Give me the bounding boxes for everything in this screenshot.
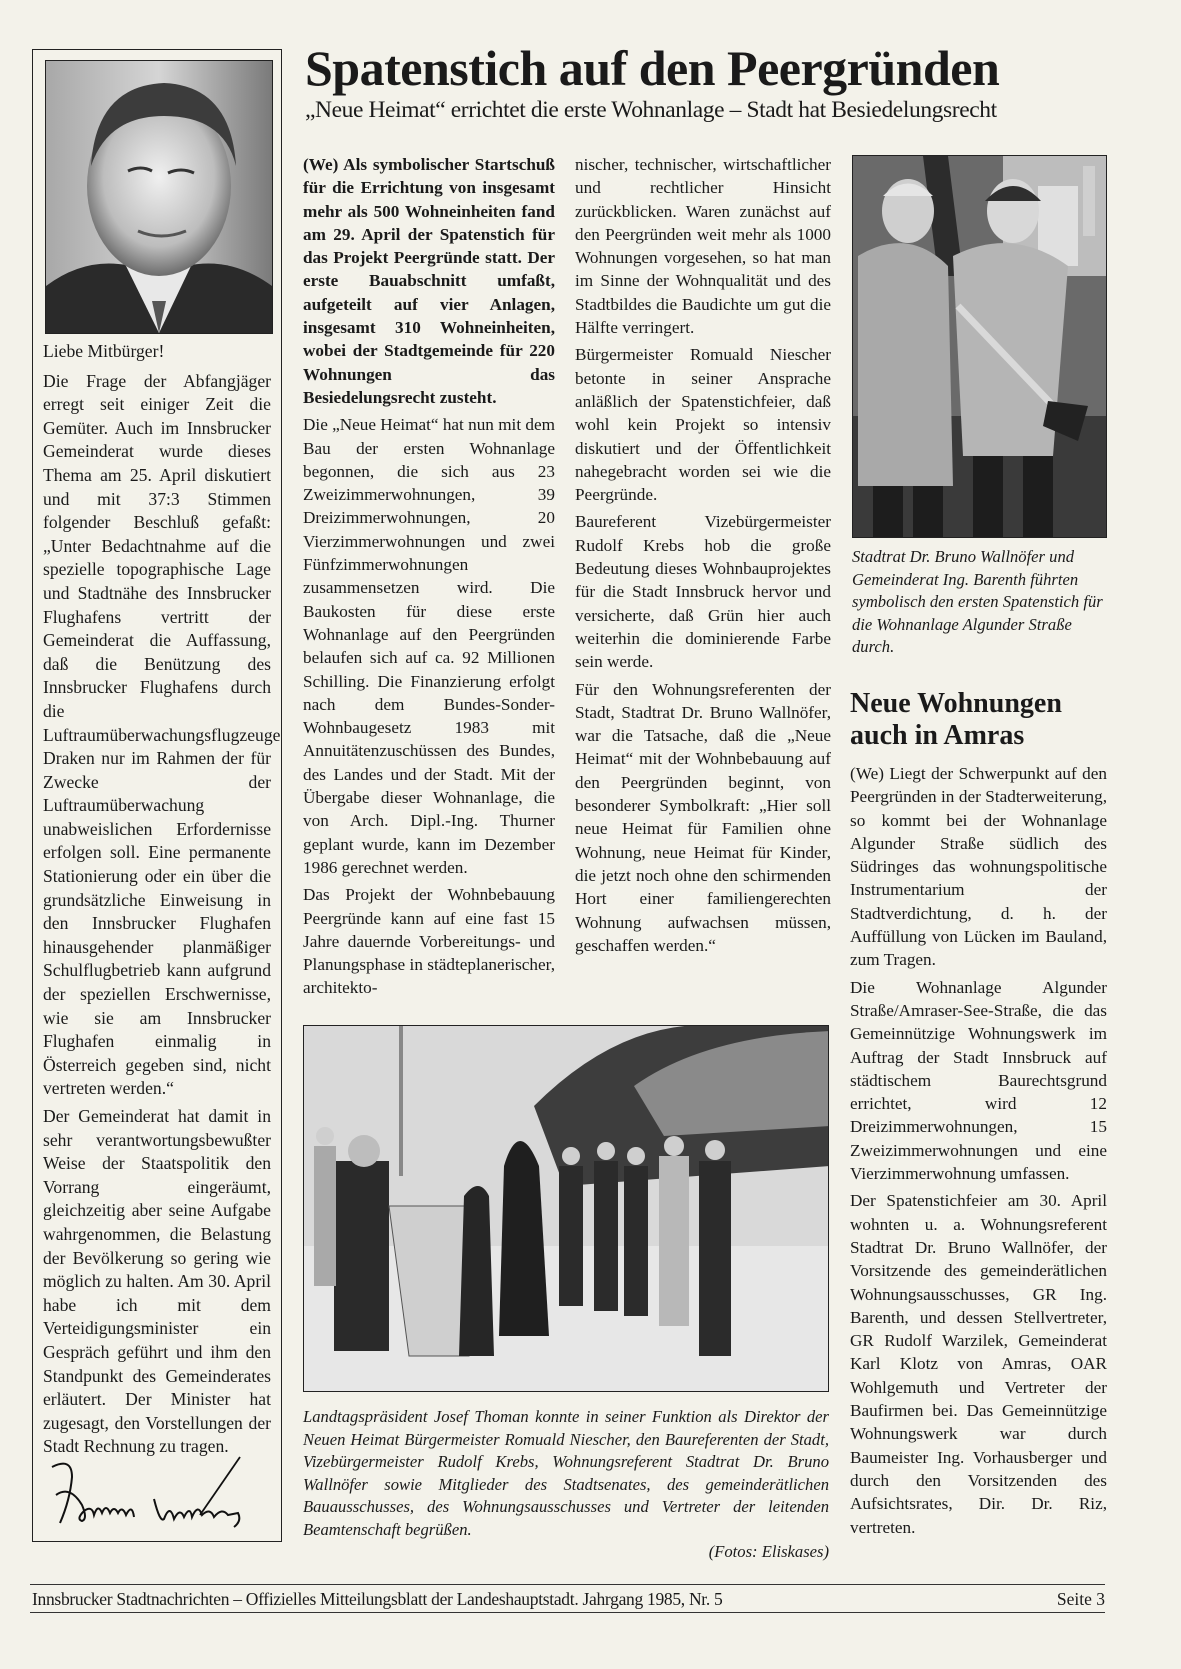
footer-rule-bottom: [30, 1612, 1105, 1613]
article-headline: Spatenstich auf den Peergründen: [305, 40, 1000, 96]
mayor-letter: [43, 340, 281, 1459]
article-paragraph: Das Projekt der Wohnbebauung Peergründe kann auf eine fast 15 Jahre dauernde Vorbereitungs- und Planungsphase in städteplanerischer, architekto-: [303, 885, 555, 998]
sidebar-paragraph: (We) Liegt der Schwerpunkt auf den Peergründen in der Stadterweiterung, so kommt bei der Wohnanlage Algunder Straße südlich des Südringes das wohnungspolitische Instrumentarium der Stadtverdichtung, d. h. der Auffüllung von Lücken im Bauland, zum Tragen.: [850, 764, 1107, 970]
article-lead: (We) Als symbolischer Startschuß für die Errichtung von insgesamt mehr als 500 Wohneinheiten fand am 29. April der Spatenstich für das Projekt Peergründe statt. Der erste Bauabschnitt umfaßt, aufgeteilt auf vier Anlagen, insgesamt 310 Wohneinheiten, wobei der Stadtgemeinde für 220 Wohnungen das Besiedelungsrecht zusteht.: [303, 155, 555, 407]
group-photo-caption: [303, 1406, 829, 1564]
article-column-1: [303, 153, 555, 1000]
page-number: Seite 3: [1056, 1589, 1105, 1609]
sidebar-headline-line2: auch in Amras: [850, 720, 1025, 751]
sidebar-article-body: [850, 762, 1107, 1539]
footer-rule-top: [30, 1584, 1105, 1585]
sidebar-paragraph: Der Spatenstichfeier am 30. April wohnten u. a. Wohnungsreferent Stadtrat Dr. Bruno Wallnöfer, der Vorsitzende des gemeinderätlichen Wohnungsausschusses, GR Ing. Barenth, und dessen Stellvertreter, GR Rudolf Warzilek, Gemeinderat Karl Klotz von Amras, OAR Wohlgemuth und Vertreter der Baufirmen bei. Das Gemeinnützige Wohnungswerk war durch Baumeister Ing. Vorhausberger und durch den Vorsitzenden des Aufsichtsrates, Dir. Dr. Riz, vertreten.: [850, 1191, 1107, 1537]
article-paragraph: Bürgermeister Romuald Niescher betonte in seiner Ansprache anläßlich der Spatenstichfeier, daß wohl kein Projekt so intensiv diskutiert und der Öffentlichkeit nahegebracht worden sei wie die Peergründe.: [575, 345, 831, 505]
article-column-2: [575, 153, 831, 957]
sidebar-headline: [850, 688, 1110, 752]
spade-ceremony-photo: [852, 155, 1107, 538]
article-paragraph: Für den Wohnungsreferenten der Stadt, Stadtrat Dr. Bruno Wallnöfer, war die Tatsache, daß die „Neue Heimat“ mit der Wohnbebauung auf den Peergründen beginnt, von besonderer Symbolkraft: „Hier soll neue Heimat für Familien ohne Wohnung, neue Heimat für Kinder, die jetzt noch ohne den schirmenden Hort einer familiengerechten Wohnung aufwachsen müssen, geschaffen werden.“: [575, 679, 831, 955]
letter-greeting: Liebe Mitbürger!: [43, 341, 165, 361]
article-subheadline: „Neue Heimat“ errichtet die erste Wohnanlage – Stadt hat Besiedelungsrecht: [305, 97, 997, 123]
article-paragraph: nischer, technischer, wirtschaftlicher und rechtlicher Hinsicht zurückblicken. Waren zunächst auf den Peergründen weit mehr als 1000 Wohnungen vorgesehen, so hat man im Sinne der Wohnqualität und des Stadtbildes die Baudichte um gut die Hälfte verringert.: [575, 155, 831, 338]
group-ceremony-photo: [303, 1025, 829, 1392]
sidebar-paragraph: Die Wohnanlage Algunder Straße/Amraser-See-Straße, die das Gemeinnützige Wohnungswerk im Auftrag der Stadt Innsbruck auf städtischem Baurechtsgrund errichtet, wird 12 Dreizimmerwohnungen, 15 Zweizimmerwohnungen und eine Vierzimmerwohnung umfassen.: [850, 977, 1107, 1184]
letter-paragraph: Die Frage der Abfangjäger erregt seit einiger Zeit die Gemüter. Auch im Innsbrucker Gemeinderat wurde dieses Thema am 25. April diskutiert und mit 37:3 Stimmen folgender Beschluß gefaßt: „Unter Bedachtnahme auf die spezielle topographische Lage und Stadtnähe des Innsbrucker Flughafens vertritt der Gemeinderat die Auffassung, daß die Benützung des Innsbrucker Flughafens durch die Luftraumüberwachungsflugzeuge Draken nur im Rahmen der für Zwecke der Luftraumüberwachung unabweislichen Erfordernisse erfolgen soll. Eine permanente Stationierung oder ein über die grundsätzliche Einweisung in den Innsbrucker Flughafen hinausgehender planmäßiger Schulflugbetrieb kann aufgrund der speziellen Erschwernisse, wie sie am Innsbrucker Flughafen einmalig in Österreich gegeben sind, nicht vertreten werden.“: [43, 370, 281, 1099]
article-paragraph: Baureferent Vizebürgermeister Rudolf Krebs hob die große Bedeutung dieses Wohnbauprojektes für die Stadt Innsbruck hervor und versicherte, daß Grün hier auch weiterhin die dominierende Farbe sein werde.: [575, 512, 831, 672]
group-caption-text: Landtagspräsident Josef Thoman konnte in seiner Funktion als Direktor der Neuen Heimat Bürgermeister Romuald Niescher, den Baureferenten der Stadt, Vizebürgermeister Rudolf Krebs, Wohnungsreferent Stadtrat Dr. Bruno Wallnöfer sowie Mitglieder des Stadtsenates, des gemeinderätlichen Bauausschusses, des Wohnungsausschusses und Vertreter der leitenden Beamtenschaft begrüßen.: [303, 1407, 829, 1539]
photo-credit: (Fotos: Eliskases): [708, 1542, 829, 1561]
article-paragraph: Die „Neue Heimat“ hat nun mit dem Bau der ersten Wohnanlage begonnen, die sich aus 23 Zweizimmerwohnungen, 39 Dreizimmerwohnungen, 20 Vierzimmerwohnungen und zwei Fünfzimmerwohnungen zusammensetzen wird. Die Baukosten für diese erste Wohnanlage auf den Peergründen belaufen sich auf ca. 92 Millionen Schilling. Die Finanzierung erfolgt nach dem Bundes-Sonder-Wohnbaugesetz 1983 mit Annuitätenzuschüssen des Bundes, des Landes und der Stadt. Mit der Übergabe dieser Wohnanlage, die von Arch. Dipl.-Ing. Thurner geplant wurde, kann im Dezember 1986 gerechnet werden.: [303, 415, 555, 877]
portrait-photo: [45, 60, 273, 334]
spade-photo-caption: Stadtrat Dr. Bruno Wallnöfer und Gemeinderat Ing. Barenth führten symbolisch den ersten Spatenstich für die Wohnanlage Algunder Straße durch.: [852, 547, 1103, 656]
signature-image: [42, 1455, 272, 1530]
sidebar-headline-line1: Neue Wohnungen: [850, 688, 1062, 719]
footer-publication: Innsbrucker Stadtnachrichten – Offizielles Mitteilungsblatt der Landeshauptstadt. Jahrgang 1985, Nr. 5: [32, 1589, 723, 1609]
letter-paragraph: Der Gemeinderat hat damit in sehr verantwortungsbewußter Weise der Staatspolitik den Vorrang eingeräumt, gleichzeitig aber seine Aufgabe wahrgenommen, die Belastung der Bevölkerung so gering wie möglich zu halten. Am 30. April habe ich mit dem Verteidigungsminister ein Gespräch geführt und ihm den Standpunkt des Gemeinderates erläutert. Der Minister hat zugesagt, den Vorstellungen der Stadt Rechnung zu tragen.: [43, 1106, 271, 1457]
